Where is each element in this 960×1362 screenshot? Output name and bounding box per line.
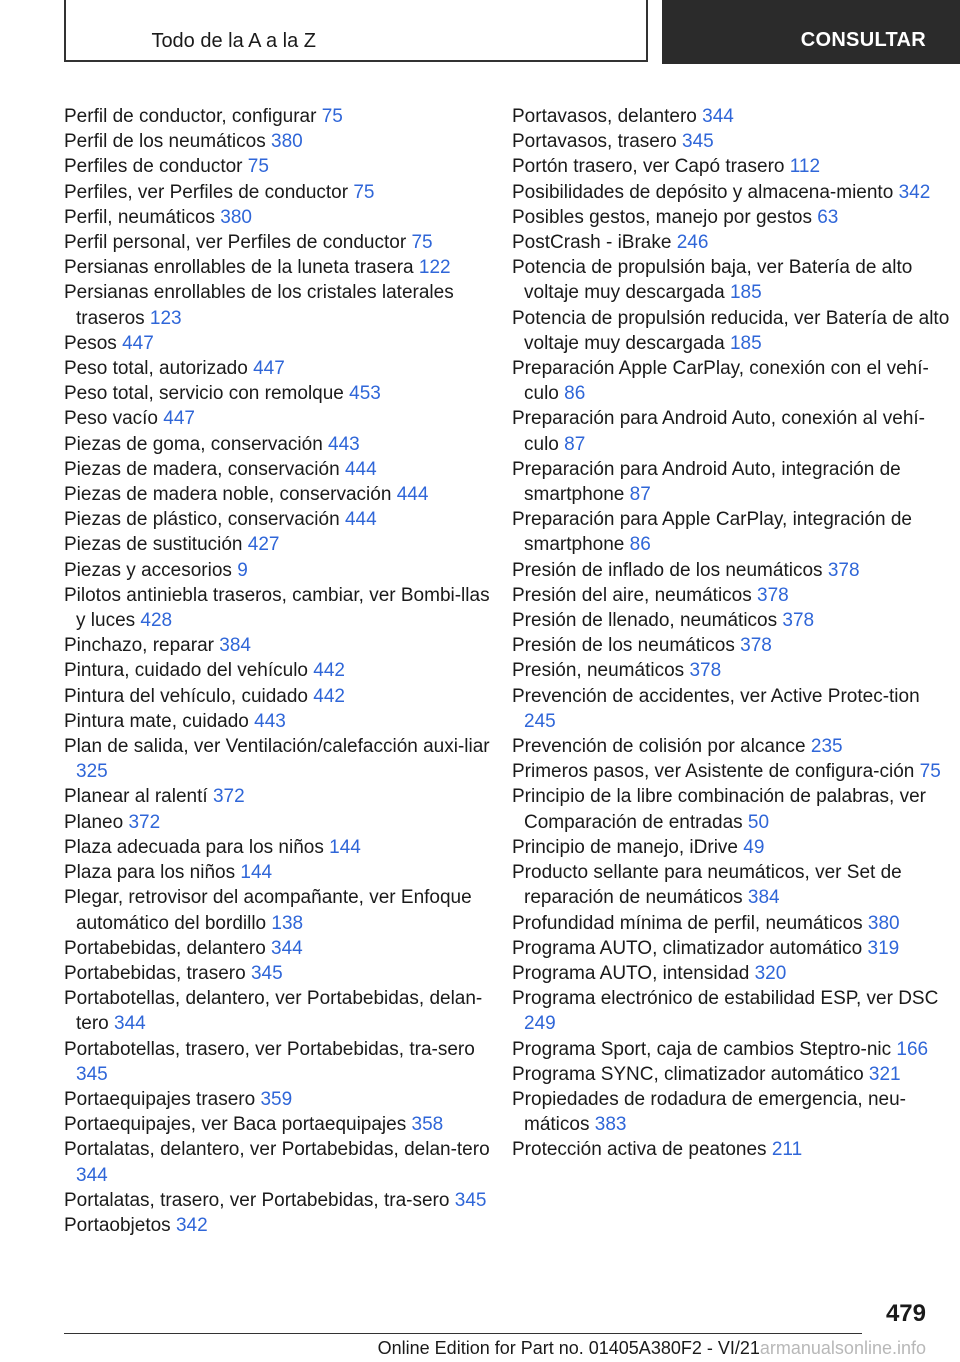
page-reference-link[interactable]: 378 — [782, 610, 815, 632]
index-entry — [64, 961, 494, 986]
page-reference-link[interactable]: 342 — [175, 1214, 208, 1236]
index-entry-text: Perfil de los neumáticos — [64, 131, 266, 153]
footer-edition — [378, 1338, 926, 1359]
index-entry-text: Peso vacío — [64, 408, 158, 430]
index-entry-text: Perfiles de conductor — [64, 156, 243, 178]
page-reference-link[interactable]: 444 — [344, 509, 377, 531]
index-entry-text: Pinchazo, reparar — [64, 635, 214, 657]
index-entry — [64, 482, 494, 507]
page-reference-link[interactable]: 87 — [564, 433, 586, 455]
index-entry — [64, 255, 494, 280]
page-reference-link[interactable]: 380 — [271, 131, 303, 153]
index-entry — [512, 759, 952, 784]
footer-divider — [64, 1333, 862, 1334]
page-reference-link[interactable]: 246 — [676, 232, 709, 254]
index-entry-text: Portaequipajes, ver Baca portaequipajes — [64, 1114, 407, 1136]
index-entry-text: Programa Sport, caja de cambios Steptro-nic — [512, 1038, 892, 1060]
page-reference-link[interactable]: 138 — [271, 912, 304, 934]
index-entry — [64, 507, 494, 532]
page-reference-link[interactable]: 427 — [247, 534, 280, 556]
index-entry — [512, 1062, 952, 1087]
page-reference-link[interactable]: 359 — [260, 1088, 293, 1110]
index-entry-text: Programa electrónico de estabilidad ESP, ver DSC — [512, 988, 939, 1010]
page-reference-link[interactable]: 321 — [868, 1063, 901, 1085]
header-box — [64, 0, 648, 62]
index-entry — [512, 457, 952, 507]
index-entry-text: Presión del aire, neumáticos — [512, 584, 752, 606]
page-reference-link[interactable]: 63 — [817, 206, 839, 228]
page-reference-link[interactable]: 325 — [76, 761, 108, 783]
page-reference-link[interactable]: 380 — [220, 206, 252, 228]
page-reference-link[interactable]: 344 — [702, 106, 734, 127]
index-entry-text: Portabotellas, delantero, ver Portabebidas, delan-tero — [64, 988, 483, 1035]
index-entry-text: Profundidad mínima de perfil, neumáticos — [512, 912, 863, 934]
index-entry-text: Persianas enrollables de la luneta trasera — [64, 257, 414, 279]
index-entry-text: Prevención de accidentes, ver Active Protec-tion — [512, 685, 920, 707]
index-entry — [512, 835, 952, 860]
index-entry-text: Peso total, servicio con remolque — [64, 383, 344, 405]
page-reference-link[interactable]: 378 — [757, 584, 789, 606]
index-entry-text: Presión de los neumáticos — [512, 635, 735, 657]
page-reference-link[interactable]: 358 — [411, 1114, 444, 1136]
index-entry — [64, 810, 494, 835]
page-reference-link[interactable]: 384 — [219, 635, 251, 657]
page-reference-link[interactable]: 345 — [76, 1063, 108, 1085]
index-entry — [512, 658, 952, 683]
index-entry-text: Preparación Apple CarPlay, conexión con el vehí-culo — [512, 358, 929, 405]
page-reference-link[interactable]: 320 — [754, 962, 787, 984]
index-entry — [512, 684, 952, 734]
page-reference-link[interactable]: 372 — [212, 786, 245, 808]
page-reference-link[interactable]: 344 — [76, 1164, 108, 1186]
index-entry-text: Posibles gestos, manejo por gestos — [512, 206, 812, 228]
index-entry — [64, 633, 494, 658]
index-entry-text: Principio de manejo, iDrive — [512, 836, 738, 858]
index-entry — [512, 255, 952, 305]
index-entry — [512, 306, 952, 356]
index-entry-text: Portaequipajes trasero — [64, 1088, 256, 1110]
page-reference-link[interactable]: 342 — [898, 181, 931, 203]
index-entry-text: Piezas de sustitución — [64, 534, 243, 556]
page-reference-link[interactable]: 144 — [329, 836, 361, 858]
index-entry — [512, 558, 952, 583]
page-reference-link[interactable]: 344 — [271, 937, 303, 959]
index-entry-text: Portabebidas, delantero — [64, 937, 266, 959]
index-column-left — [64, 104, 494, 1238]
index-entry-text: Portón trasero, ver Capó trasero — [512, 156, 785, 178]
index-entry-text: Portabotellas, trasero, ver Portabebidas, tra-sero — [64, 1038, 475, 1060]
page-reference-link[interactable]: 86 — [629, 534, 651, 556]
index-entry — [64, 835, 494, 860]
index-entry-text: Preparación para Android Auto, integración de smartphone — [512, 458, 901, 506]
index-entry-text: Persianas enrollables de los cristales laterales traseros — [64, 282, 454, 329]
page-reference-link[interactable]: 9 — [237, 559, 248, 581]
index-entry-text: Presión de llenado, neumáticos — [512, 610, 778, 632]
index-entry — [512, 356, 952, 406]
index-entry-text: Presión, neumáticos — [512, 660, 685, 682]
index-entry — [512, 230, 952, 255]
index-entry — [512, 860, 952, 910]
index-entry — [64, 1137, 494, 1187]
index-entry — [64, 280, 494, 330]
index-entry — [512, 205, 952, 230]
index-entry-text: Perfil, neumáticos — [64, 206, 216, 228]
index-entry-text: Pintura mate, cuidado — [64, 710, 249, 732]
header-tab-label: CONSULTAR — [800, 29, 926, 51]
index-entry-text: Primeros pasos, ver Asistente de configura-ción — [512, 761, 915, 783]
index-entry — [512, 608, 952, 633]
index-entry — [64, 532, 494, 557]
index-entry — [64, 406, 494, 431]
page-reference-link[interactable]: 380 — [867, 912, 900, 934]
index-entry — [512, 1137, 952, 1162]
index-entry-text: Portavasos, delantero — [512, 106, 697, 127]
index-entry — [512, 986, 952, 1036]
page-reference-link[interactable]: 319 — [867, 937, 900, 959]
page-reference-link[interactable]: 447 — [163, 408, 195, 430]
page-reference-link[interactable]: 345 — [454, 1189, 487, 1211]
index-entry — [64, 154, 494, 179]
page-reference-link[interactable]: 378 — [689, 660, 722, 682]
index-entry-text: Portavasos, trasero — [512, 131, 677, 153]
index-entry — [64, 558, 494, 583]
index-entry — [64, 583, 494, 633]
index-entry-text: Piezas de plástico, conservación — [64, 509, 340, 531]
page-reference-link[interactable]: 87 — [629, 484, 651, 506]
page-reference-link[interactable]: 123 — [149, 307, 182, 329]
page-reference-link[interactable]: 345 — [682, 131, 714, 153]
index-entry — [64, 860, 494, 885]
index-entry-text: Portabebidas, trasero — [64, 962, 246, 984]
index-entry-text: Piezas de goma, conservación — [64, 433, 323, 455]
index-entry-text: Portalatas, trasero, ver Portabebidas, tra-sero — [64, 1189, 450, 1211]
index-entry — [64, 104, 494, 129]
page-reference-link[interactable]: 75 — [411, 232, 433, 254]
index-entry — [512, 734, 952, 759]
footer-watermark: armanualsonline.info — [759, 1338, 926, 1358]
index-entry-text: Producto sellante para neumáticos, ver Set de reparación de neumáticos — [512, 862, 902, 909]
index-entry-text: Planeo — [64, 811, 124, 833]
page-reference-link[interactable]: 447 — [253, 358, 285, 380]
index-entry-text: Pesos — [64, 332, 117, 354]
page-number: 479 — [885, 1300, 926, 1327]
page-reference-link[interactable]: 442 — [313, 685, 345, 707]
index-entry-text: Programa AUTO, climatizador automático — [512, 937, 863, 959]
index-entry — [512, 406, 952, 456]
index-entry — [64, 936, 494, 961]
index-entry — [512, 104, 952, 129]
page-reference-link[interactable]: 453 — [349, 383, 381, 405]
index-entry — [64, 1037, 494, 1087]
page-reference-link[interactable]: 383 — [594, 1114, 627, 1136]
page-reference-link[interactable]: 444 — [344, 458, 377, 480]
index-entry-text: Piezas y accesorios — [64, 559, 232, 581]
page-reference-link[interactable]: 442 — [313, 660, 345, 682]
page-reference-link[interactable]: 122 — [418, 257, 451, 279]
page-reference-link[interactable]: 378 — [827, 559, 860, 581]
page-reference-link[interactable]: 443 — [328, 433, 360, 455]
index-entry — [64, 1213, 494, 1238]
index-entry-text: Preparación para Android Auto, conexión al vehí-culo — [512, 408, 925, 455]
index-entry-text: Presión de inflado de los neumáticos — [512, 559, 823, 581]
index-entry-text: Portaobjetos — [64, 1214, 171, 1236]
page-reference-link[interactable]: 384 — [747, 887, 780, 909]
page-reference-link[interactable]: 166 — [896, 1038, 929, 1060]
index-entry — [64, 734, 494, 784]
page-reference-link[interactable]: 75 — [321, 106, 343, 127]
page-reference-link[interactable]: 235 — [810, 736, 843, 758]
index-entry-text: Posibilidades de depósito y almacena-miento — [512, 181, 894, 203]
footer-edition-text: Online Edition for Part no. 01405A380F2 - VI/21 — [377, 1338, 760, 1358]
page-reference-link[interactable]: 50 — [747, 811, 770, 833]
index-entry — [512, 633, 952, 658]
index-entry — [64, 1087, 494, 1112]
index-entry — [64, 129, 494, 154]
index-entry-text: Preparación para Apple CarPlay, integración de smartphone — [512, 509, 912, 556]
index-entry-text: Planear al ralentí — [64, 786, 208, 808]
page-reference-link[interactable]: 75 — [247, 156, 269, 178]
index-entry — [64, 709, 494, 734]
index-entry — [512, 129, 952, 154]
index-entry-text: Peso total, autorizado — [64, 358, 248, 380]
index-entry — [64, 180, 494, 205]
index-entry-text: Propiedades de rodadura de emergencia, neu-máticos — [512, 1088, 906, 1136]
index-entry — [64, 658, 494, 683]
index-entry — [64, 986, 494, 1036]
index-entry-text: Plegar, retrovisor del acompañante, ver Enfoque automático del bordillo — [64, 887, 472, 934]
index-entry — [512, 180, 952, 205]
page-reference-link[interactable]: 75 — [353, 181, 375, 203]
index-entry — [64, 356, 494, 381]
index-entry-text: Prevención de colisión por alcance — [512, 736, 806, 758]
index-entry-text: Piezas de madera, conservación — [64, 458, 340, 480]
index-entry — [64, 205, 494, 230]
index-column-right — [512, 104, 952, 1163]
page-reference-link[interactable]: 428 — [140, 610, 173, 632]
page-reference-link[interactable]: 75 — [919, 761, 941, 783]
index-entry — [512, 911, 952, 936]
index-entry — [64, 457, 494, 482]
page-reference-link[interactable]: 185 — [729, 282, 762, 304]
index-entry — [64, 784, 494, 809]
index-entry — [64, 1188, 494, 1213]
index-entry — [512, 154, 952, 179]
index-entry — [64, 331, 494, 356]
page-reference-link[interactable]: 86 — [564, 383, 586, 405]
index-entry-text: Pintura, cuidado del vehículo — [64, 660, 308, 682]
index-entry — [512, 1087, 952, 1137]
index-entry — [64, 885, 494, 935]
index-entry-text: Perfil personal, ver Perfiles de conductor — [64, 232, 407, 254]
index-entry-text: Pilotos antiniebla traseros, cambiar, ver Bombi-llas y luces — [64, 584, 490, 632]
index-entry — [64, 1112, 494, 1137]
index-entry — [64, 432, 494, 457]
page-reference-link[interactable]: 245 — [524, 710, 556, 732]
index-entry-text: Plaza adecuada para los niños — [64, 836, 324, 858]
index-entry-text: Perfiles, ver Perfiles de conductor — [64, 181, 349, 203]
page-reference-link[interactable]: 345 — [250, 962, 283, 984]
index-entry — [512, 784, 952, 834]
index-entry-text: Potencia de propulsión reducida, ver Batería de alto voltaje muy descargada — [512, 307, 950, 354]
page-reference-link[interactable]: 378 — [740, 635, 772, 657]
page-reference-link[interactable]: 185 — [729, 332, 762, 354]
index-entry-text: Programa AUTO, intensidad — [512, 962, 750, 984]
page-reference-link[interactable]: 144 — [240, 862, 273, 884]
page-reference-link[interactable]: 447 — [122, 332, 154, 354]
index-entry — [64, 381, 494, 406]
page-reference-link[interactable]: 344 — [114, 1013, 146, 1035]
index-entry — [512, 936, 952, 961]
index-entry-text: Plaza para los niños — [64, 862, 236, 884]
page-reference-link[interactable]: 49 — [743, 836, 765, 858]
page-reference-link[interactable]: 443 — [254, 710, 286, 732]
index-entry-text: Portalatas, delantero, ver Portabebidas, delan-tero — [64, 1139, 490, 1161]
index-entry — [512, 961, 952, 986]
page-reference-link[interactable]: 211 — [771, 1139, 803, 1161]
index-entry-text: Protección activa de peatones — [512, 1139, 767, 1161]
index-entry — [512, 583, 952, 608]
index-entry-text: Perfil de conductor, configurar — [64, 106, 317, 127]
page-reference-link[interactable]: 112 — [789, 156, 821, 178]
index-entry-text: Programa SYNC, climatizador automático — [512, 1063, 864, 1085]
index-entry-text: PostCrash - iBrake — [512, 232, 672, 254]
index-entry-text: Principio de la libre combinación de palabras, ver Comparación de entradas — [512, 786, 927, 833]
page-reference-link[interactable]: 444 — [396, 484, 429, 506]
index-entry-text: Piezas de madera noble, conservación — [64, 484, 392, 506]
index-entry — [64, 684, 494, 709]
index-entry — [512, 1037, 952, 1062]
index-entry-text: Pintura del vehículo, cuidado — [64, 685, 308, 707]
index-entry-text: Plan de salida, ver Ventilación/calefacción auxi-liar — [64, 736, 490, 758]
index-entry — [64, 230, 494, 255]
page-reference-link[interactable]: 372 — [128, 811, 161, 833]
page-reference-link[interactable]: 249 — [524, 1013, 556, 1035]
header-section-title: Todo de la A a la Z — [151, 30, 316, 52]
index-entry — [512, 507, 952, 557]
index-entry-text: Potencia de propulsión baja, ver Batería de alto voltaje muy descargada — [512, 257, 913, 304]
header-tab-consultar[interactable] — [662, 0, 960, 64]
